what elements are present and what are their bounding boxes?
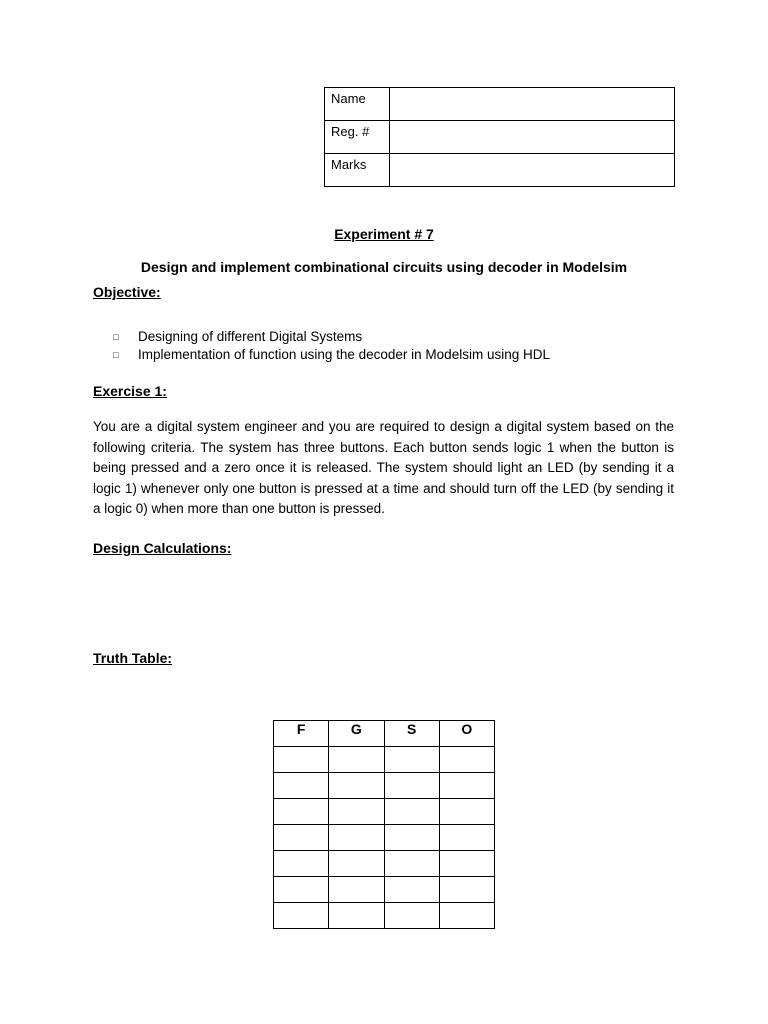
table-row xyxy=(274,851,495,877)
name-field[interactable] xyxy=(390,88,675,121)
table-cell[interactable] xyxy=(384,825,439,851)
table-row xyxy=(274,747,495,773)
table-cell[interactable] xyxy=(384,747,439,773)
objective-item-text: Designing of different Digital Systems xyxy=(138,329,363,344)
experiment-subtitle: Design and implement combinational circuits using decoder in Modelsim xyxy=(140,259,628,275)
table-cell[interactable] xyxy=(329,773,384,799)
table-cell[interactable] xyxy=(274,851,329,877)
table-cell[interactable] xyxy=(384,799,439,825)
table-cell[interactable] xyxy=(274,773,329,799)
table-cell[interactable] xyxy=(439,747,494,773)
column-header-o: O xyxy=(439,721,494,747)
table-cell[interactable] xyxy=(329,747,384,773)
table-row xyxy=(274,825,495,851)
table-cell[interactable] xyxy=(274,825,329,851)
marks-field[interactable] xyxy=(390,154,675,187)
table-row xyxy=(274,799,495,825)
table-cell[interactable] xyxy=(329,877,384,903)
table-cell[interactable] xyxy=(439,799,494,825)
truth-table-body xyxy=(274,747,495,929)
table-cell[interactable] xyxy=(329,903,384,929)
table-cell[interactable] xyxy=(384,773,439,799)
info-row-reg xyxy=(325,121,675,154)
info-row-marks xyxy=(325,154,675,187)
table-cell[interactable] xyxy=(384,851,439,877)
truth-table xyxy=(273,720,495,929)
design-calculations-heading: Design Calculations: xyxy=(93,540,232,556)
table-cell[interactable] xyxy=(439,903,494,929)
info-label-marks: Marks xyxy=(325,154,390,187)
reg-number-field[interactable] xyxy=(390,121,675,154)
objective-list xyxy=(113,328,550,364)
student-info-table xyxy=(324,87,675,187)
column-header-f: F xyxy=(274,721,329,747)
table-cell[interactable] xyxy=(384,877,439,903)
table-cell[interactable] xyxy=(274,747,329,773)
table-cell[interactable] xyxy=(329,851,384,877)
table-row xyxy=(274,903,495,929)
truth-table-heading: Truth Table: xyxy=(93,650,173,666)
objective-item-text: Implementation of function using the decoder in Modelsim using HDL xyxy=(138,347,550,362)
table-cell[interactable] xyxy=(439,773,494,799)
column-header-g: G xyxy=(329,721,384,747)
table-cell[interactable] xyxy=(439,877,494,903)
truth-table-header-row xyxy=(274,721,495,747)
list-item xyxy=(113,328,550,346)
bullet-icon: □ xyxy=(113,332,119,342)
table-cell[interactable] xyxy=(329,825,384,851)
exercise-paragraph: You are a digital system engineer and you are required to design a digital system based on the following criteria. The system has three buttons. Each button sends logic 1 when the button is being pressed and a zero once it is released. The system should light an LED (by sending it a logic 1) whenever only one button is pressed at a time and should turn off the LED (by sending it a logic 0) when more than one button is pressed. xyxy=(93,419,674,516)
objective-heading: Objective: xyxy=(93,284,161,300)
info-label-reg: Reg. # xyxy=(325,121,390,154)
table-cell[interactable] xyxy=(274,903,329,929)
table-row xyxy=(274,877,495,903)
table-cell[interactable] xyxy=(439,825,494,851)
table-cell[interactable] xyxy=(274,877,329,903)
info-label-name: Name xyxy=(325,88,390,121)
table-cell[interactable] xyxy=(439,851,494,877)
experiment-title: Experiment # 7 xyxy=(334,226,434,242)
bullet-icon: □ xyxy=(113,350,119,360)
table-cell[interactable] xyxy=(329,799,384,825)
info-row-name xyxy=(325,88,675,121)
table-cell[interactable] xyxy=(274,799,329,825)
list-item xyxy=(113,346,550,364)
table-row xyxy=(274,773,495,799)
table-cell[interactable] xyxy=(384,903,439,929)
column-header-s: S xyxy=(384,721,439,747)
exercise-heading: Exercise 1: xyxy=(93,383,167,399)
